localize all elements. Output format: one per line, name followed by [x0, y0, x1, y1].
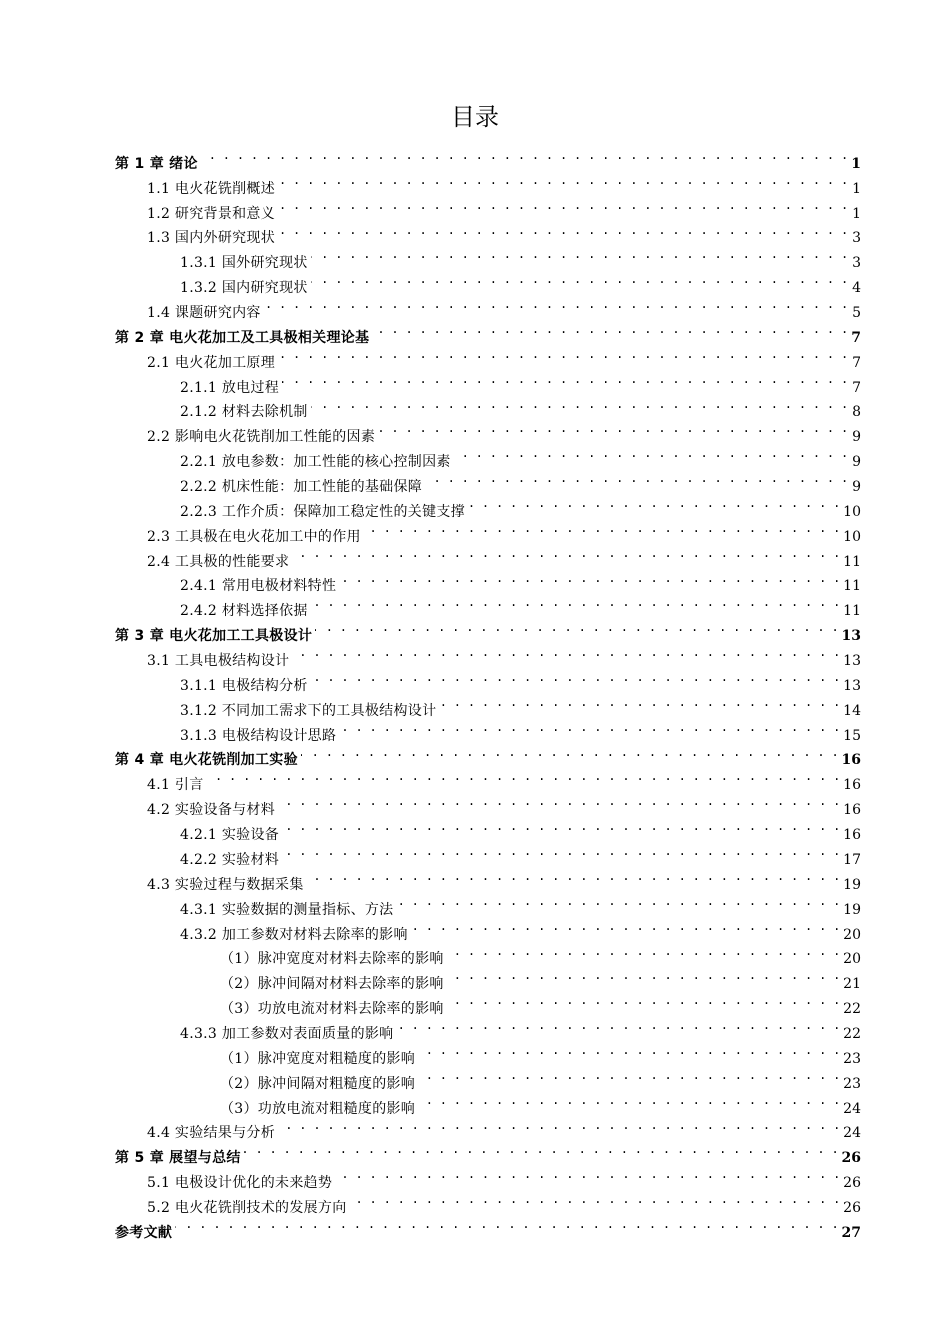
toc-page-number: 13: [843, 653, 861, 670]
toc-page-number: 1: [852, 180, 861, 197]
toc-dot-leader: [278, 1113, 840, 1138]
toc-page-number: 20: [843, 951, 861, 968]
toc-page-number: 3: [852, 255, 861, 272]
toc-entry-title: （3）功放电流对材料去除率的影响: [220, 1001, 444, 1018]
toc-entry-title: 第 5 章 展望与总结: [115, 1150, 241, 1167]
page-title: 目录: [451, 103, 499, 131]
toc-page-number: 11: [843, 603, 861, 620]
toc-entry-title: （1）脉冲宽度对材料去除率的影响: [220, 951, 444, 968]
toc-page-number: 10: [843, 528, 861, 545]
toc-entry[interactable]: [115, 143, 861, 172]
toc-dot-leader: [278, 218, 848, 243]
toc-page-number: 23: [843, 1075, 861, 1092]
toc-dot-leader: [292, 541, 840, 566]
toc-page-number: 22: [843, 1025, 861, 1042]
toc-entry-title: （2）脉冲间隔对粗糙度的影响: [220, 1075, 416, 1092]
toc-page-number: 16: [843, 777, 861, 794]
toc-page-number: 27: [841, 1224, 861, 1241]
toc-page-number: 13: [841, 628, 861, 645]
toc-entry-title: 第 1 章 绪论: [115, 155, 198, 172]
toc-entry-title: 参考文献: [115, 1224, 173, 1241]
toc-dot-leader: [335, 1162, 840, 1187]
toc-dot-leader: [396, 889, 840, 914]
toc-page-number: 9: [852, 429, 861, 446]
toc-dot-leader: [311, 267, 848, 292]
toc-entry-title: 3.1 工具电极结构设计: [147, 653, 290, 670]
toc-dot-leader: [339, 566, 840, 591]
toc-page-number: 26: [843, 1199, 861, 1216]
toc-dot-leader: [307, 864, 841, 889]
toc-entry-title: 4.3.3 加工参数对表面质量的影响: [180, 1025, 394, 1042]
toc-dot-leader: [378, 416, 848, 441]
toc-page-number: 26: [841, 1150, 861, 1167]
toc-dot-leader: [282, 814, 840, 839]
toc-dot-leader: [282, 839, 840, 864]
toc-entry-title: 2.1 电火花加工原理: [147, 354, 276, 371]
toc-dot-leader: [264, 292, 848, 317]
toc-entry-title: 3.1.3 电极结构设计思路: [180, 727, 337, 744]
toc-page-number: 7: [851, 329, 861, 346]
toc-page-number: 9: [852, 479, 861, 496]
toc-entry-title: 4.3 实验过程与数据采集: [147, 876, 304, 893]
toc-entry-title: 第 3 章 电火花加工工具极设计: [115, 628, 313, 645]
toc-entry-title: 1.2 研究背景和意义: [147, 205, 276, 222]
toc-entry-title: 4.2.2 实验材料: [180, 851, 280, 868]
toc-page-number: 8: [852, 404, 861, 421]
toc-page-number: 20: [843, 926, 861, 943]
toc-entry-title: 1.3.2 国内研究现状: [180, 280, 308, 297]
toc-page-number: 13: [843, 677, 861, 694]
toc-page-number: 22: [843, 1001, 861, 1018]
toc-page-number: 1: [852, 205, 861, 222]
toc-dot-leader: [315, 615, 838, 640]
toc-dot-leader: [418, 1088, 840, 1113]
toc-entry-title: 2.2.3 工作介质：保障加工稳定性的关键支撑: [180, 503, 465, 520]
toc-dot-leader: [278, 168, 848, 193]
toc-page-number: 19: [843, 901, 861, 918]
toc-dot-leader: [339, 715, 840, 740]
toc-entry-title: 5.2 电火花铣削技术的发展方向: [147, 1199, 347, 1216]
toc-entry-title: 1.4 课题研究内容: [147, 305, 261, 322]
toc-dot-leader: [350, 1187, 841, 1212]
toc-dot-leader: [278, 193, 848, 218]
toc-entry-title: 第 4 章 电火花铣削加工实验: [115, 752, 298, 769]
toc-dot-leader: [454, 441, 848, 466]
toc-page-number: 9: [852, 454, 861, 471]
toc-entry[interactable]: [115, 1212, 861, 1241]
toc-page-number: 17: [843, 851, 861, 868]
toc-page-number: 26: [843, 1175, 861, 1192]
toc-dot-leader: [468, 491, 840, 516]
toc-entry[interactable]: [115, 789, 861, 819]
toc-dot-leader: [418, 1038, 840, 1063]
toc-dot-leader: [311, 665, 841, 690]
toc-entry-title: 2.2.1 放电参数：加工性能的核心控制因素: [180, 454, 451, 471]
toc-page-number: 16: [843, 802, 861, 819]
toc-dot-leader: [244, 1137, 839, 1162]
toc-entry-title: 2.4.1 常用电极材料特性: [180, 578, 337, 595]
toc-dot-leader: [396, 1013, 840, 1038]
toc-dot-leader: [311, 590, 841, 615]
toc-entry-title: 4.3.2 加工参数对材料去除率的影响: [180, 926, 408, 943]
toc-dot-leader: [201, 143, 848, 168]
toc-dot-leader: [418, 1063, 840, 1088]
toc-page-number: 24: [843, 1100, 861, 1117]
toc-dot-leader: [311, 392, 848, 417]
toc-dot-leader: [301, 740, 839, 765]
toc-dot-leader: [447, 988, 840, 1013]
toc-entry-title: 1.3.1 国外研究现状: [180, 255, 308, 272]
toc-dot-leader: [364, 516, 840, 541]
toc-page-number: 16: [843, 827, 861, 844]
toc-dot-leader: [411, 914, 840, 939]
toc-page-number: 23: [843, 1050, 861, 1067]
toc-entry-title: 3.1.1 电极结构分析: [180, 677, 308, 694]
toc-entry-title: 4.2.1 实验设备: [180, 827, 280, 844]
toc-page-number: 24: [843, 1125, 861, 1142]
toc-dot-leader: [311, 242, 848, 267]
toc-dot-leader: [372, 317, 848, 342]
toc-page-number: 21: [843, 976, 861, 993]
toc-dot-leader: [175, 1212, 838, 1237]
toc-dot-leader: [278, 342, 848, 367]
toc-entry[interactable]: [115, 764, 861, 794]
toc-page-number: 11: [843, 553, 861, 570]
toc-entry-title: 2.4.2 材料选择依据: [180, 603, 308, 620]
toc-page-number: 1: [851, 155, 861, 172]
toc-page-number: 15: [843, 727, 861, 744]
toc-entry-title: 4.2 实验设备与材料: [147, 802, 276, 819]
toc-entry-title: 4.1 引言: [147, 777, 204, 794]
toc-dot-leader: [425, 466, 848, 491]
toc-entry-title: 2.4 工具极的性能要求: [147, 553, 290, 570]
toc-page-number: 10: [843, 503, 861, 520]
toc-entry-title: （1）脉冲宽度对粗糙度的影响: [220, 1050, 416, 1067]
toc-page-number: 3: [852, 230, 861, 247]
toc-dot-leader: [282, 367, 848, 392]
toc-entry[interactable]: [115, 168, 861, 197]
toc-entry-title: 4.4 实验结果与分析: [147, 1125, 276, 1142]
toc-entry-title: 5.1 电极设计优化的未来趋势: [147, 1175, 333, 1192]
toc-page-number: 7: [852, 354, 861, 371]
toc-entry-title: 2.3 工具极在电火花加工中的作用: [147, 528, 361, 545]
toc-page-number: 11: [843, 578, 861, 595]
toc-dot-leader: [278, 789, 840, 814]
toc-entry-title: 1.3 国内外研究现状: [147, 230, 276, 247]
toc-page-number: 19: [843, 876, 861, 893]
toc-entry-title: 2.2 影响电火花铣削加工性能的因素: [147, 429, 376, 446]
toc-dot-leader: [447, 939, 840, 964]
toc-entry-title: 第 2 章 电火花加工及工具极相关理论基: [115, 329, 370, 346]
toc-entry-title: 2.1.1 放电过程: [180, 379, 280, 396]
toc-dot-leader: [447, 963, 840, 988]
toc-page-number: 16: [841, 752, 861, 769]
toc-page-number: 7: [852, 379, 861, 396]
toc-page-number: 14: [843, 702, 861, 719]
toc-entry-title: （2）脉冲间隔对材料去除率的影响: [220, 976, 444, 993]
toc-page-number: 4: [852, 280, 861, 297]
toc-entry-title: 4.3.1 实验数据的测量指标、方法: [180, 901, 394, 918]
toc-dot-leader: [292, 640, 840, 665]
toc-entry-title: 1.1 电火花铣削概述: [147, 180, 276, 197]
toc-dot-leader: [207, 764, 841, 789]
toc-entry-title: 3.1.2 不同加工需求下的工具极结构设计: [180, 702, 437, 719]
toc-page-number: 5: [852, 305, 861, 322]
toc-entry-title: 2.2.2 机床性能：加工性能的基础保障: [180, 479, 423, 496]
table-of-contents: [115, 143, 861, 1241]
toc-entry-title: （3）功放电流对粗糙度的影响: [220, 1100, 416, 1117]
toc-entry-title: 2.1.2 材料去除机制: [180, 404, 308, 421]
toc-dot-leader: [439, 690, 840, 715]
